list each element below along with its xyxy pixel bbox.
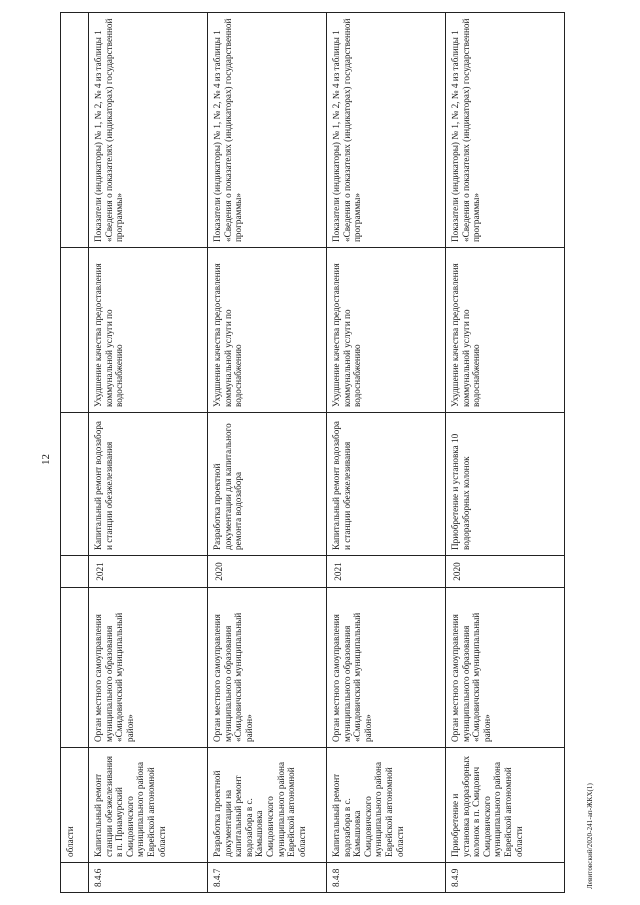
table-row <box>327 13 446 893</box>
responsible-executor: Орган местного самоуправления муниципального образования «Смидовичский муниципальный район» <box>208 588 327 748</box>
non-implementation-consequence: Ухудшение качества предоставления коммунальной услуги по водоснабжению <box>446 248 565 413</box>
table-row <box>89 13 208 893</box>
measure-name: Капитальный ремонт станции обезжелезивания в п. Приамурский Смидовичского муниципального района Еврейской автономной области <box>89 748 208 863</box>
table-cell <box>61 556 89 588</box>
expected-result: Капитальный ремонт водозабора и станции обезжелезивания <box>327 413 446 556</box>
expected-result: Приобретение и установка 10 водоразборных колонок <box>446 413 565 556</box>
measure-name: Приобретение и установка водоразборных колонок в п. Смидович Смидовичского муниципального района Еврейской автономной области <box>446 748 565 863</box>
row-number: 8.4.7 <box>208 863 327 893</box>
table-cell <box>61 248 89 413</box>
implementation-year: 2020 <box>446 556 565 588</box>
table-row-continuation <box>61 13 89 893</box>
implementation-year: 2021 <box>327 556 446 588</box>
measure-name: Разработка проектной документации на капитальный ремонт водозабора в с. Камышовка Смидовичского муниципального района Еврейской автономной области <box>208 748 327 863</box>
row-number: 8.4.6 <box>89 863 208 893</box>
indicator-link: Показатели (индикаторы) № 1, № 2, № 4 из таблицы 1 «Сведения о показателях (индикаторах) государственной программы» <box>327 13 446 248</box>
program-measures-table <box>60 12 565 893</box>
table-cell-name: области <box>61 748 89 863</box>
non-implementation-consequence: Ухудшение качества предоставления коммунальной услуги по водоснабжению <box>208 248 327 413</box>
table-row <box>446 13 565 893</box>
page-number: 12 <box>40 454 52 465</box>
non-implementation-consequence: Ухудшение качества предоставления коммунальной услуги по водоснабжению <box>89 248 208 413</box>
table-cell <box>61 588 89 748</box>
expected-result: Капитальный ремонт водозабора и станции обезжелезивания <box>89 413 208 556</box>
row-number: 8.4.8 <box>327 863 446 893</box>
indicator-link: Показатели (индикаторы) № 1, № 2, № 4 из таблицы 1 «Сведения о показателях (индикаторах) государственной программы» <box>89 13 208 248</box>
row-number: 8.4.9 <box>446 863 565 893</box>
responsible-executor: Орган местного самоуправления муниципального образования «Смидовичский муниципальный район» <box>446 588 565 748</box>
non-implementation-consequence: Ухудшение качества предоставления коммунальной услуги по водоснабжению <box>327 248 446 413</box>
responsible-executor: Орган местного самоуправления муниципального образования «Смидовичский муниципальный район» <box>327 588 446 748</box>
indicator-link: Показатели (индикаторы) № 1, № 2, № 4 из таблицы 1 «Сведения о показателях (индикаторах) государственной программы» <box>208 13 327 248</box>
measure-name: Капитальный ремонт водозабора в с. Камышовка Смидовичского муниципального района Еврейской автономной области <box>327 748 446 863</box>
document-reference: Левитовский/2020-241-ап-ЖКХ(1) <box>586 783 594 889</box>
table-cell <box>61 863 89 893</box>
indicator-link: Показатели (индикаторы) № 1, № 2, № 4 из таблицы 1 «Сведения о показателях (индикаторах) государственной программы» <box>446 13 565 248</box>
implementation-year: 2020 <box>208 556 327 588</box>
expected-result: Разработка проектной документации для капитального ремонта водозабора <box>208 413 327 556</box>
implementation-year: 2021 <box>89 556 208 588</box>
table-cell <box>61 13 89 248</box>
table-cell <box>61 413 89 556</box>
table-row <box>208 13 327 893</box>
responsible-executor: Орган местного самоуправления муниципального образования «Смидовичский муниципальный район» <box>89 588 208 748</box>
